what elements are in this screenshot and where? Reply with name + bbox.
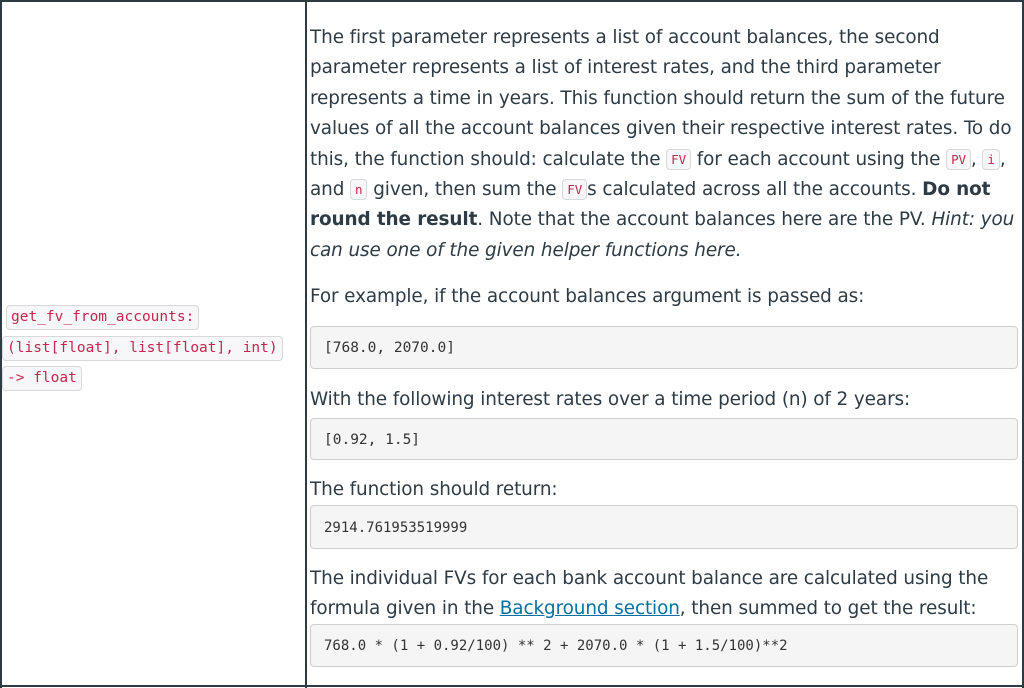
description-text-3: given, then sum the (367, 179, 563, 201)
rates-code-block (310, 418, 1018, 460)
signature-return-code: -> float (2, 366, 82, 391)
explanation-text-1: The individual FVs for each bank account balance are calculated using the formula given in the (310, 568, 989, 620)
description-and: , and (310, 148, 1006, 201)
description-comma: , (970, 148, 983, 170)
inline-code-pv: PV (946, 149, 971, 170)
explanation-paragraph (310, 564, 1018, 625)
description-text-1: The first parameter represents a list of account balances, the second parameter represents a list of interest rates, and the third parameter represents a time in years. This function should return the sum of the future values of all the account balances given their respective interest rates. To do this, the function should: calculate the (310, 27, 1012, 170)
return-code: 2914.761953519999 (324, 520, 468, 536)
example-intro: For example, if the account balances argument is passed as: (310, 286, 865, 307)
rates-code: [0.92, 1.5] (324, 432, 421, 448)
description-cell (308, 2, 1022, 686)
inline-code-i: i (982, 149, 999, 170)
signature-params-code: (list[float], list[float], int) (2, 336, 283, 361)
balances-code-block (310, 326, 1018, 369)
hint-text: Hint: you can use one of the given helper functions here. (310, 209, 1015, 261)
formula-code: 768.0 * (1 + 0.92/100) ** 2 + 2070.0 * (1 + 1.5/100)**2 (324, 638, 788, 654)
background-section-link[interactable]: Background section (499, 598, 680, 620)
signature-cell (2, 2, 306, 686)
explanation-text-2: , then summed to get the result: (679, 598, 977, 620)
description-text-2: for each account using the (691, 148, 947, 170)
return-intro: The function should return: (310, 479, 558, 500)
rates-intro: With the following interest rates over a time period (n) of 2 years: (310, 389, 911, 410)
inline-code-n: n (350, 179, 367, 200)
inline-code-fv: FV (666, 149, 691, 170)
description-text-5: . Note that the account balances here are the PV. (477, 209, 932, 231)
description-text-4: s calculated across all the accounts. (587, 179, 923, 201)
no-round-warning: Do not round the result (310, 179, 991, 231)
return-code-block (310, 505, 1018, 549)
inline-code-fv-2: FV (562, 179, 587, 200)
balances-code: [768.0, 2070.0] (324, 340, 455, 356)
formula-code-block (310, 624, 1018, 667)
description-paragraph (310, 23, 1018, 266)
signature-name-code: get_fv_from_accounts: (6, 305, 199, 330)
